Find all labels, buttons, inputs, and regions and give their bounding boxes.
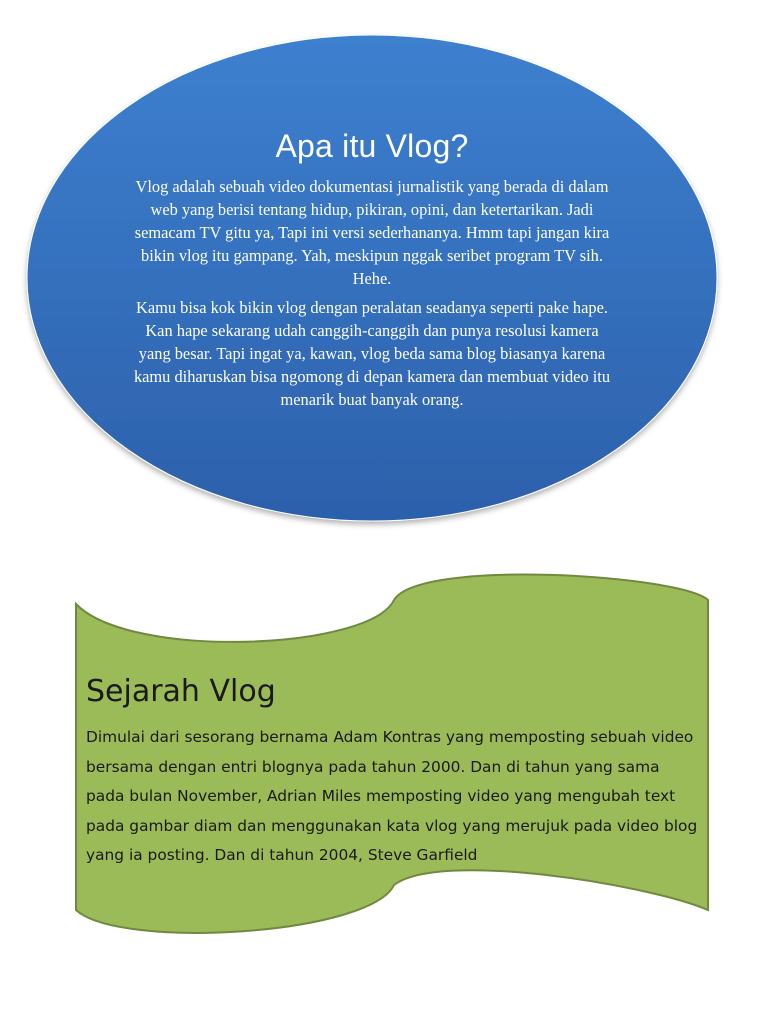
oval-paragraph-2: Kamu bisa kok bikin vlog dengan peralatan seadanya seperti pake hape. Kan hape sekarang udah canggih-canggih dan punya resolusi kamera yang besar. Tapi ingat ya, kawan, vlog beda sama blog biasanya karena kamu diharuskan bisa ngomong di depan kamera dan membuat video itu menarik buat banyak orang. bbox=[133, 298, 611, 409]
wave-content bbox=[86, 674, 698, 870]
oval-content bbox=[130, 128, 614, 417]
oval-title: Apa itu Vlog? bbox=[275, 128, 469, 164]
wave-paragraph: Dimulai dari sesorang bernama Adam Kontras yang memposting sebuah video bersama dengan entri blognya pada tahun 2000. Dan di tahun yang sama pada bulan November, Adrian Miles memposting video yang mengubah text pada gambar diam dan menggunakan kata vlog yang merujuk pada video blog yang ia posting. Dan di tahun 2004, Steve Garfield bbox=[86, 728, 698, 864]
oval-paragraph-1: Vlog adalah sebuah video dokumentasi jurnalistik yang berada di dalam web yang berisi tentang hidup, pikiran, opini, dan ketertarikan. Jadi semacam TV gitu ya, Tapi ini versi sederhananya. Hmm tapi jangan kira bikin vlog itu gampang. Yah, meskipun nggak seribet program TV sih. Hehe. bbox=[134, 177, 610, 288]
wave-title: Sejarah Vlog bbox=[86, 674, 276, 709]
